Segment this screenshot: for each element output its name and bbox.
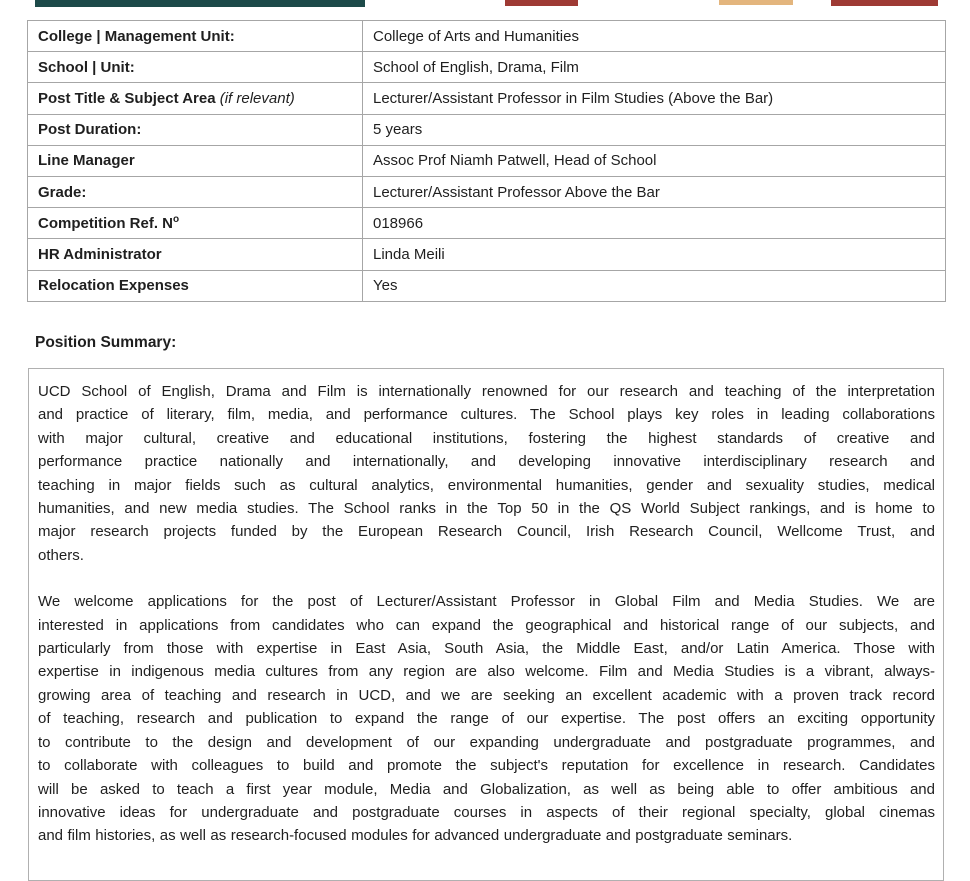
table-row bbox=[28, 270, 946, 301]
summary-text-line: innovative ideas for undergraduate and postgraduate courses in aspects of their regional specialty, global cinemas bbox=[38, 803, 935, 821]
summary-text-line: UCD School of English, Drama and Film is internationally renowned for our research and teaching of the interpretation bbox=[38, 383, 935, 400]
field-value: 5 years bbox=[363, 114, 946, 145]
table-row bbox=[28, 114, 946, 145]
red-header-remnant-2 bbox=[831, 0, 938, 6]
field-value: Lecturer/Assistant Professor Above the Bar bbox=[363, 176, 946, 207]
field-value: Linda Meili bbox=[363, 239, 946, 270]
summary-paragraph bbox=[38, 590, 935, 847]
table-row bbox=[28, 52, 946, 83]
summary-text-line: to collaborate with colleagues to build and promote the subject's reputation for excellence in research. Candidates bbox=[38, 757, 935, 775]
summary-text-line: particularly from those with expertise in East Asia, South Asia, the Middle East, and/or Latin America. Those with bbox=[38, 640, 935, 658]
field-value: Lecturer/Assistant Professor in Film Studies (Above the Bar) bbox=[363, 83, 946, 114]
summary-text-line: will be asked to teach a first year module, Media and Globalization, as well as being able to offer ambitious and bbox=[38, 780, 935, 798]
summary-text-line: expertise in indigenous media cultures from any region are also welcome. Film and Media Studies is a vibrant, always- bbox=[38, 663, 935, 681]
summary-text-line: of teaching, research and publication to expand the range of our expertise. The post offers an exciting opportunity bbox=[38, 710, 935, 728]
post-details-table bbox=[27, 20, 946, 302]
position-summary-box bbox=[28, 368, 944, 881]
table-row bbox=[28, 83, 946, 114]
summary-text-line: growing area of teaching and research in UCD, and we are seeking an excellent academic with a proven track record bbox=[38, 686, 935, 704]
table-row bbox=[28, 208, 946, 239]
summary-text-line: interested in applications from candidates who can expand the geographical and historical range of our subjects, and bbox=[38, 616, 935, 634]
summary-text-line: humanities, and new media studies. The School ranks in the Top 50 in the QS World Subject rankings, and is home to bbox=[38, 500, 935, 518]
summary-text-line: teaching in major fields such as cultural analytics, environmental humanities, gender and sexuality studies, medical bbox=[38, 476, 935, 494]
summary-text-line: and film histories, as well as research-focused modules for advanced undergraduate and postgraduate seminars. bbox=[38, 827, 793, 845]
details-table-body bbox=[28, 21, 946, 302]
summary-text-line: performance practice nationally and internationally, and developing innovative interdisciplinary research and bbox=[38, 453, 935, 471]
field-label: School | Unit: bbox=[28, 52, 363, 83]
summary-text-line: with major cultural, creative and educational institutions, fostering the highest standards of creative and bbox=[38, 429, 935, 447]
field-label: Relocation Expenses bbox=[28, 270, 363, 301]
summary-text-line: others. bbox=[38, 546, 84, 564]
field-label: HR Administrator bbox=[28, 239, 363, 270]
table-row bbox=[28, 21, 946, 52]
field-value: College of Arts and Humanities bbox=[363, 21, 946, 52]
table-row bbox=[28, 176, 946, 207]
field-label: Post Duration: bbox=[28, 114, 363, 145]
field-value: 018966 bbox=[363, 208, 946, 239]
field-label: College | Management Unit: bbox=[28, 21, 363, 52]
position-summary-heading: Position Summary: bbox=[35, 334, 177, 351]
table-row bbox=[28, 145, 946, 176]
field-label: Grade: bbox=[28, 176, 363, 207]
summary-text-line: We welcome applications for the post of Lecturer/Assistant Professor in Global Film and Media Studies. We are bbox=[38, 593, 935, 611]
orange-header-remnant bbox=[719, 0, 793, 5]
teal-header-remnant bbox=[35, 0, 365, 7]
summary-paragraph bbox=[38, 380, 935, 567]
field-label: Competition Ref. $N^o$ bbox=[28, 208, 363, 239]
table-row bbox=[28, 239, 946, 270]
summary-text-line: and practice of literary, film, media, and performance cultures. The School plays key roles in leading collaborations bbox=[38, 406, 935, 424]
field-label: Line Manager bbox=[28, 145, 363, 176]
field-label: Post Title & Subject Area (if relevant) bbox=[28, 83, 363, 114]
summary-text-line: major research projects funded by the European Research Council, Irish Research Council, Wellcome Trust, and bbox=[38, 523, 935, 541]
summary-text-line: to contribute to the design and development of our expanding undergraduate and postgraduate programmes, and bbox=[38, 733, 935, 751]
field-value: School of English, Drama, Film bbox=[363, 52, 946, 83]
field-value: Assoc Prof Niamh Patwell, Head of School bbox=[363, 145, 946, 176]
red-header-remnant-1 bbox=[505, 0, 578, 6]
field-value: Yes bbox=[363, 270, 946, 301]
